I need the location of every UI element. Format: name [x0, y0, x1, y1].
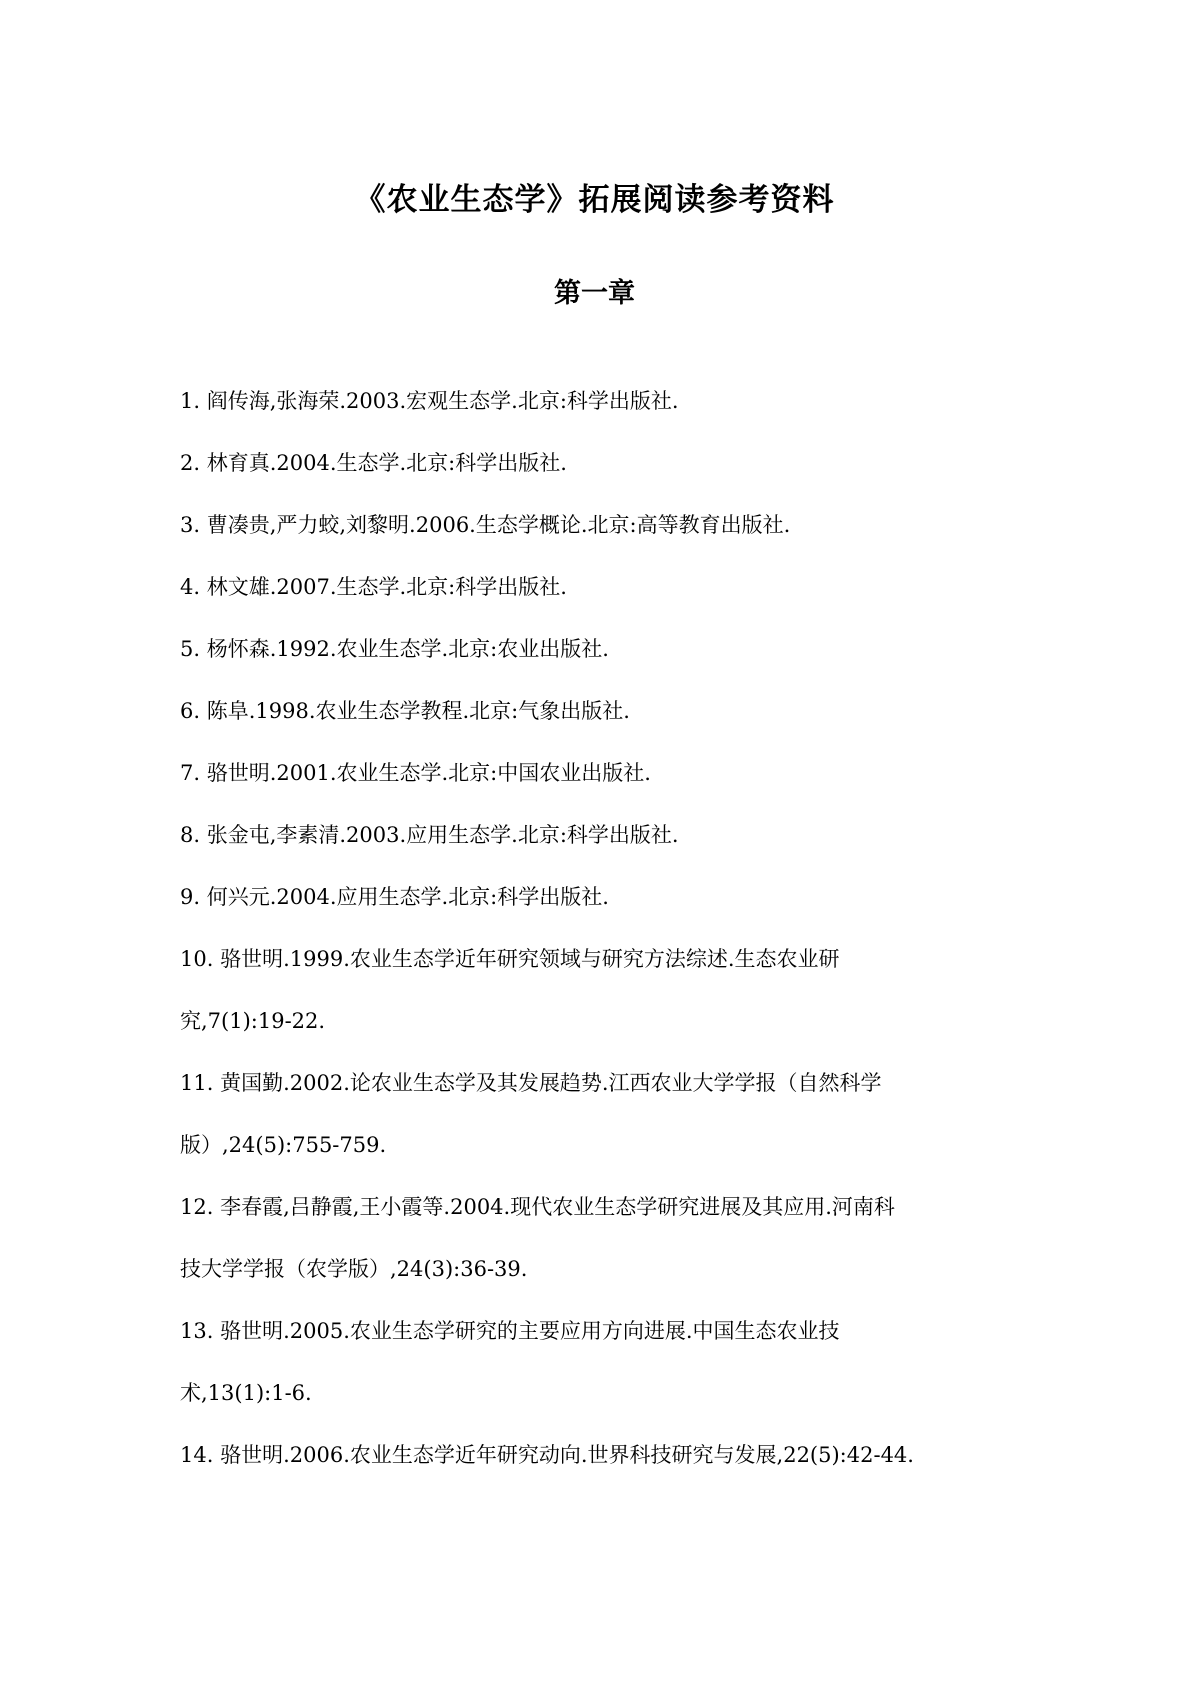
reference-item — [180, 928, 1010, 1052]
reference-line: 术,13(1):1-6. — [180, 1381, 312, 1405]
reference-line: 1. 阎传海,张海荣.2003.宏观生态学.北京:科学出版社. — [180, 389, 679, 413]
reference-line: 技大学学报（农学版）,24(3):36-39. — [180, 1257, 528, 1281]
reference-line: 9. 何兴元.2004.应用生态学.北京:科学出版社. — [180, 885, 609, 909]
chapter-heading: 第一章 — [554, 278, 635, 309]
reference-item — [180, 618, 1010, 680]
reference-line: 10. 骆世明.1999.农业生态学近年研究领域与研究方法综述.生态农业研 — [180, 947, 840, 971]
reference-line: 究,7(1):19-22. — [180, 1009, 326, 1033]
reference-line: 7. 骆世明.2001.农业生态学.北京:中国农业出版社. — [180, 761, 651, 785]
reference-line: 13. 骆世明.2005.农业生态学研究的主要应用方向进展.中国生态农业技 — [180, 1319, 840, 1343]
reference-line: 6. 陈阜.1998.农业生态学教程.北京:气象出版社. — [180, 699, 630, 723]
reference-line: 12. 李春霞,吕静霞,王小霞等.2004.现代农业生态学研究进展及其应用.河南科 — [180, 1195, 895, 1219]
reference-line: 4. 林文雄.2007.生态学.北京:科学出版社. — [180, 575, 567, 599]
reference-item — [180, 1052, 1010, 1176]
document-title: 《农业生态学》拓展阅读参考资料 — [354, 182, 835, 218]
reference-line: 5. 杨怀森.1992.农业生态学.北京:农业出版社. — [180, 637, 609, 661]
reference-line: 版）,24(5):755-759. — [180, 1133, 387, 1157]
reference-item — [180, 804, 1010, 866]
reference-item — [180, 1424, 1010, 1486]
reference-item — [180, 866, 1010, 928]
reference-line: 8. 张金屯,李素清.2003.应用生态学.北京:科学出版社. — [180, 823, 679, 847]
reference-item — [180, 370, 1010, 432]
reference-line: 2. 林育真.2004.生态学.北京:科学出版社. — [180, 451, 567, 475]
reference-item — [180, 494, 1010, 556]
reference-line: 11. 黄国勤.2002.论农业生态学及其发展趋势.江西农业大学学报（自然科学 — [180, 1071, 882, 1095]
reference-item — [180, 742, 1010, 804]
reference-item — [180, 680, 1010, 742]
reference-line: 14. 骆世明.2006.农业生态学近年研究动向.世界科技研究与发展,22(5):42-44. — [180, 1443, 914, 1467]
reference-item — [180, 1176, 1010, 1300]
reference-line: 3. 曹凑贵,严力蛟,刘黎明.2006.生态学概论.北京:高等教育出版社. — [180, 513, 791, 537]
reference-item — [180, 432, 1010, 494]
reference-item — [180, 1300, 1010, 1424]
reference-list — [180, 370, 1010, 1486]
reference-item — [180, 556, 1010, 618]
